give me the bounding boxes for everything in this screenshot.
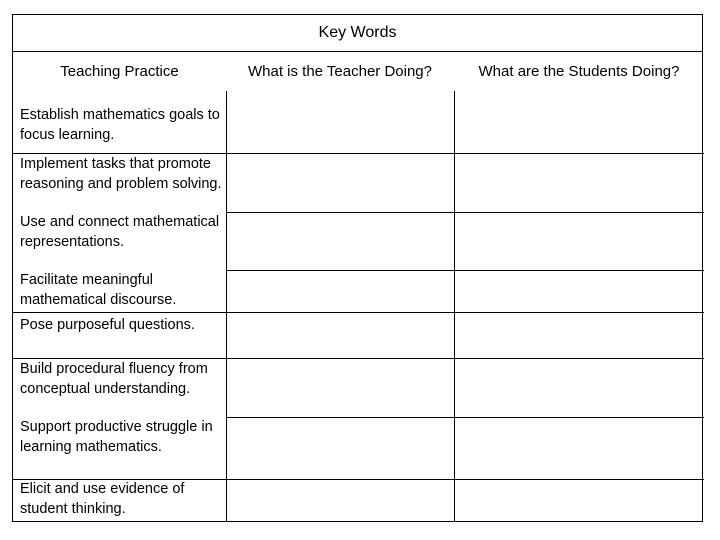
- practice-use-representations: Use and connect mathematical representations.: [20, 214, 220, 250]
- row-divider: [226, 212, 704, 213]
- header-teacher-doing: What is the Teacher Doing?: [248, 63, 432, 80]
- practice-establish-goals: Establish mathematics goals to focus learning.: [20, 107, 220, 143]
- practice-elicit-evidence: Elicit and use evidence of student thinking.: [20, 481, 185, 517]
- practice-build-fluency: Build procedural fluency from conceptual understanding.: [20, 361, 208, 397]
- row-divider: [13, 312, 704, 313]
- practice-implement-tasks: Implement tasks that promote reasoning and problem solving.: [20, 156, 222, 192]
- table-title: Key Words: [13, 15, 702, 52]
- key-words-table: [12, 14, 703, 522]
- header-teaching-practice: Teaching Practice: [60, 63, 179, 80]
- header-row: [13, 52, 702, 91]
- column-divider: [226, 91, 227, 521]
- row-divider: [13, 358, 704, 359]
- practice-facilitate-discourse: Facilitate meaningful mathematical discourse.: [20, 272, 177, 308]
- row-divider: [13, 153, 704, 154]
- practice-support-struggle: Support productive struggle in learning mathematics.: [20, 419, 213, 455]
- header-students-doing: What are the Students Doing?: [478, 63, 680, 80]
- row-divider: [226, 270, 704, 271]
- practice-pose-questions: Pose purposeful questions.: [20, 317, 195, 333]
- row-divider: [226, 417, 704, 418]
- column-divider: [454, 91, 455, 521]
